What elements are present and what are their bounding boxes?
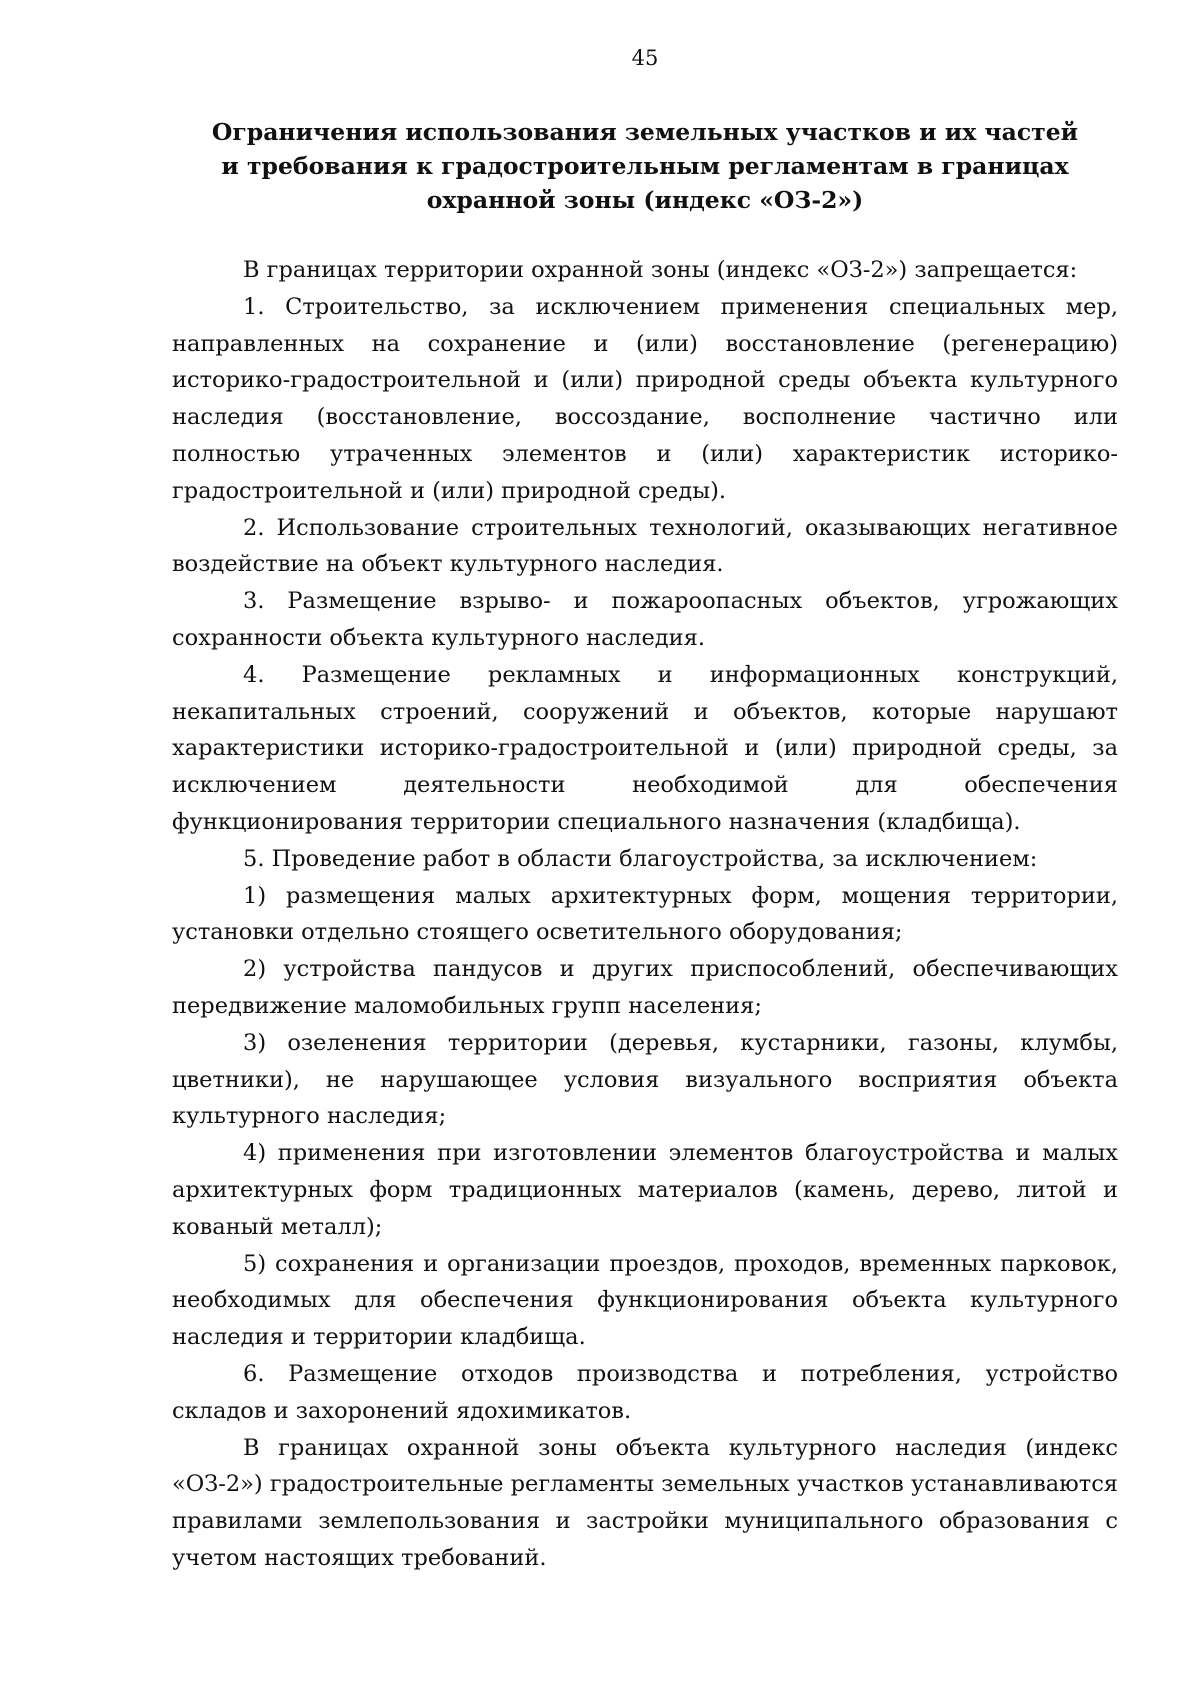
page-number: 45 <box>631 46 659 70</box>
paragraph-subitem-4: 4) применения при изготовлении элементов благоустройства и малых архитектурных форм традиционных материалов (камень, дерево, литой и кованый металл); <box>172 1140 1118 1240</box>
paragraph-subitem-5: 5) сохранения и организации проездов, проходов, временных парковок, необходимых для обеспечения функционирования объекта культурного наследия и территории кладбища. <box>172 1250 1118 1351</box>
document-page <box>172 0 1118 1697</box>
section-title <box>172 115 1118 217</box>
paragraph-subitem-3: 3) озеленения территории (деревья, кустарники, газоны, клумбы, цветники), не нарушающее условия визуального восприятия объекта культурного наследия; <box>172 1029 1118 1130</box>
paragraph-item-3: 3. Размещение взрыво- и пожароопасных объектов, угрожающих сохранности объекта культурного наследия. <box>172 588 1118 651</box>
paragraph-item-1: 1. Строительство, за исключением применения специальных мер, направленных на сохранение и (или) восстановление (регенерацию) историко-градостроительной и (или) природной среды объекта культурного наследия (восстановление, воссоздание, восполнение частично или полностью утраченных элементов и (или) характеристик историко- градостроительной и (или) природной среды). <box>172 293 1118 504</box>
paragraph-subitem-2: 2) устройства пандусов и других приспособлений, обеспечивающих передвижение маломобильных групп населения; <box>172 956 1118 1019</box>
paragraph-item-6: 6. Размещение отходов производства и потребления, устройство складов и захоронений ядохимикатов. <box>172 1360 1118 1424</box>
paragraph-item-2: 2. Использование строительных технологий, оказывающих негативное воздействие на объект культурного наследия. <box>172 514 1118 578</box>
paragraph-subitem-1: 1) размещения малых архитектурных форм, мощения территории, установки отдельно стоящего осветительного оборудования; <box>172 882 1118 946</box>
paragraph-intro: В границах территории охранной зоны (индекс «ОЗ-2») запрещается: <box>243 257 1078 283</box>
paragraph-conclusion: В границах охранной зоны объекта культурного наследия (индекс «ОЗ-2») градостроительные регламенты земельных участков устанавливаются правилами землепользования и застройки муниципального образования с учетом настоящих требований. <box>172 1434 1118 1571</box>
paragraph-item-4: 4. Размещение рекламных и информационных конструкций, некапитальных строений, сооружений и объектов, которые нарушают характеристики историко-градостроительной и (или) природной среды, за исключением деятельности необходимой для обеспечения функционирования территории специального назначения (кладбища). <box>172 661 1118 835</box>
document-body <box>172 252 1118 1577</box>
title-line-3: охранной зоны (индекс «ОЗ-2») <box>426 186 864 214</box>
title-line-1: Ограничения использования земельных участков и их частей <box>211 118 1079 146</box>
title-line-2: и требования к градостроительным регламентам в границах <box>221 152 1069 180</box>
paragraph-item-5: 5. Проведение работ в области благоустройства, за исключением: <box>243 845 1038 872</box>
